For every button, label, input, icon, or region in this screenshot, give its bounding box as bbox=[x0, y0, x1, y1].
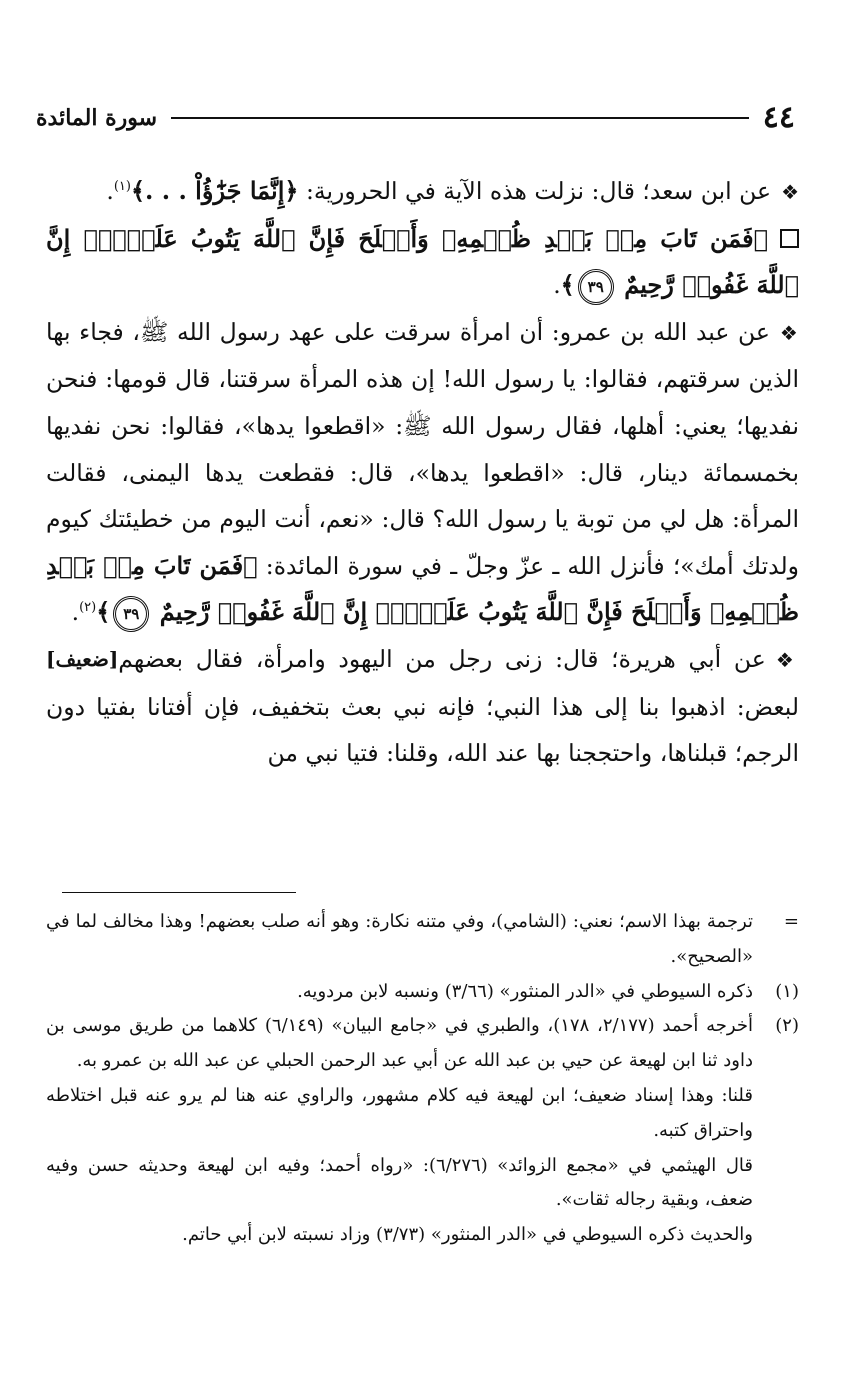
full-stop: . bbox=[71, 598, 80, 627]
footnote-isnad-grading: قلنا: وهذا إسناد ضعيف؛ ابن لهيعة فيه كلام مشهور، والراوي عنه هنا لم يرو عنه قبل اختلاطه واحتراق كتبه. bbox=[46, 1084, 753, 1141]
hadith-grade: [ضعيف] bbox=[46, 646, 119, 671]
bullet-icon: ❖ bbox=[781, 180, 799, 204]
hadith-abu-hurayra bbox=[46, 636, 799, 777]
ayah-number-medallion: ٣٩ bbox=[578, 269, 614, 305]
hadith-ibn-saad bbox=[46, 168, 799, 216]
ayah-text: ﴿فَمَن تَابَ مِنۢ بَعۡدِ ظُلۡمِهِۦ وَأَصۡلَحَ فَإِنَّ ٱللَّهَ يَتُوبُ عَلَيۡهِۚ إِنَّ ٱللَّهَ غَفُورٞ رَّحِيمٌ bbox=[46, 223, 799, 300]
ayah-39 bbox=[46, 216, 799, 309]
footnote-ref-2: (٢) bbox=[79, 600, 97, 616]
full-stop: . bbox=[553, 271, 561, 300]
footnote-2 bbox=[46, 1009, 799, 1253]
quran-quote: ﴿فَمَن تَابَ مِنۢ بَعۡدِ ظُلۡمِهِۦ وَأَصۡلَحَ فَإِنَّ ٱللَّهَ يَتُوبُ عَلَيۡهِۚ إِنَّ ٱللَّهَ غَفُورٞ رَّحِيمٌ bbox=[46, 550, 799, 627]
quran-bracket-close: ﴾ bbox=[560, 270, 575, 300]
footnotes bbox=[46, 905, 799, 1253]
full-stop: . bbox=[106, 177, 114, 205]
header-rule bbox=[171, 117, 749, 119]
hadith-text: عن عبد الله بن عمرو: أن امرأة سرقت على عهد رسول الله ﷺ، فجاء بها الذين سرقتهم، فقالوا: يا رسول الله! إن هذه المرأة سرقتنا، قال قومها: فنحن نفديها؛ يعني: أهلها، فقال رسول الله ﷺ: «اقطعوا يدها»، فقالوا: نحن نفديها بخمسمائة دينار، قال: «اقطعوا يدها»، قال: فقطعت يدها اليمنى، فقالت المرأة: هل لي من توبة يا رسول الله؟ قال: «نعم، أنت اليوم من خطيئتك كيوم ولدتك أمك»؛ فأنزل الله ـ عزّ وجلّ ـ في سورة المائدة: bbox=[46, 317, 799, 580]
bullet-icon: ❖ bbox=[775, 647, 799, 672]
footnote-label: = bbox=[783, 911, 799, 932]
bullet-icon: ❖ bbox=[779, 320, 799, 345]
hadith-abdullah-ibn-amr bbox=[46, 309, 799, 671]
surah-title: سورة المائدة bbox=[36, 105, 158, 131]
footnote-separator bbox=[62, 892, 296, 893]
footnote-1 bbox=[46, 975, 799, 1010]
footnote-takhrij: أخرجه أحمد (٢/١٧٧، ١٧٨)، والطبري في «جامع البيان» (٦/١٤٩) كلاهما من طريق موسى بن داود ثنا ابن لهيعة عن حيي بن عبد الله عن أبي عبد الرحمن الحبلي عن عبد الله بن عمرو به. bbox=[46, 1015, 753, 1072]
quran-bracket-close: ﴾ bbox=[96, 597, 111, 627]
footnote-suyuti: والحديث ذكره السيوطي في «الدر المنثور» (٣/٧٣) وزاد نسبته لابن أبي حاتم. bbox=[182, 1224, 753, 1246]
footnote-ref-1: (١) bbox=[113, 179, 131, 195]
main-text bbox=[46, 168, 799, 777]
ayah-square-icon bbox=[780, 229, 799, 248]
footnote-text: ترجمة بهذا الاسم؛ نعني: (الشامي)، وفي متنه نكارة: وهو أنه صلب بعضهم! وهذا مخالف لما في «الصحيح». bbox=[46, 911, 753, 967]
footnote-label: (٢) bbox=[775, 1015, 799, 1037]
hadith-text: عن ابن سعد؛ قال: نزلت هذه الآية في الحرورية: bbox=[305, 177, 772, 205]
hadith-text: عن أبي هريرة؛ قال: زنى رجل من اليهود وامرأة، فقال بعضهم لبعض: اذهبوا بنا إلى هذا النبي؛ فإنه نبي بعث بتخفيف، فإن أفتانا بفتيا دون الرجم؛ قبلناها، واحتججنا بها عند الله، وقلنا: فتيا نبي من bbox=[46, 644, 799, 768]
ayah-number-medallion: ٣٩ bbox=[113, 596, 149, 632]
running-head bbox=[36, 98, 795, 138]
footnote-haythami: قال الهيثمي في «مجمع الزوائد» (٦/٢٧٦): «رواه أحمد؛ وفيه ابن لهيعة وحديثه حسن وفيه ضعف، وبقية رجاله ثقات». bbox=[46, 1154, 753, 1211]
page-number: ٤٤ bbox=[762, 100, 795, 135]
quran-quote: ﴿إِنَّمَا جَزَٰٓؤُاْ . . .﴾ bbox=[130, 176, 299, 205]
footnote-text: ذكره السيوطي في «الدر المنثور» (٣/٦٦) ونسبه لابن مردويه. bbox=[297, 980, 753, 1002]
footnote-label: (١) bbox=[775, 980, 799, 1002]
footnote-continued bbox=[46, 905, 799, 975]
